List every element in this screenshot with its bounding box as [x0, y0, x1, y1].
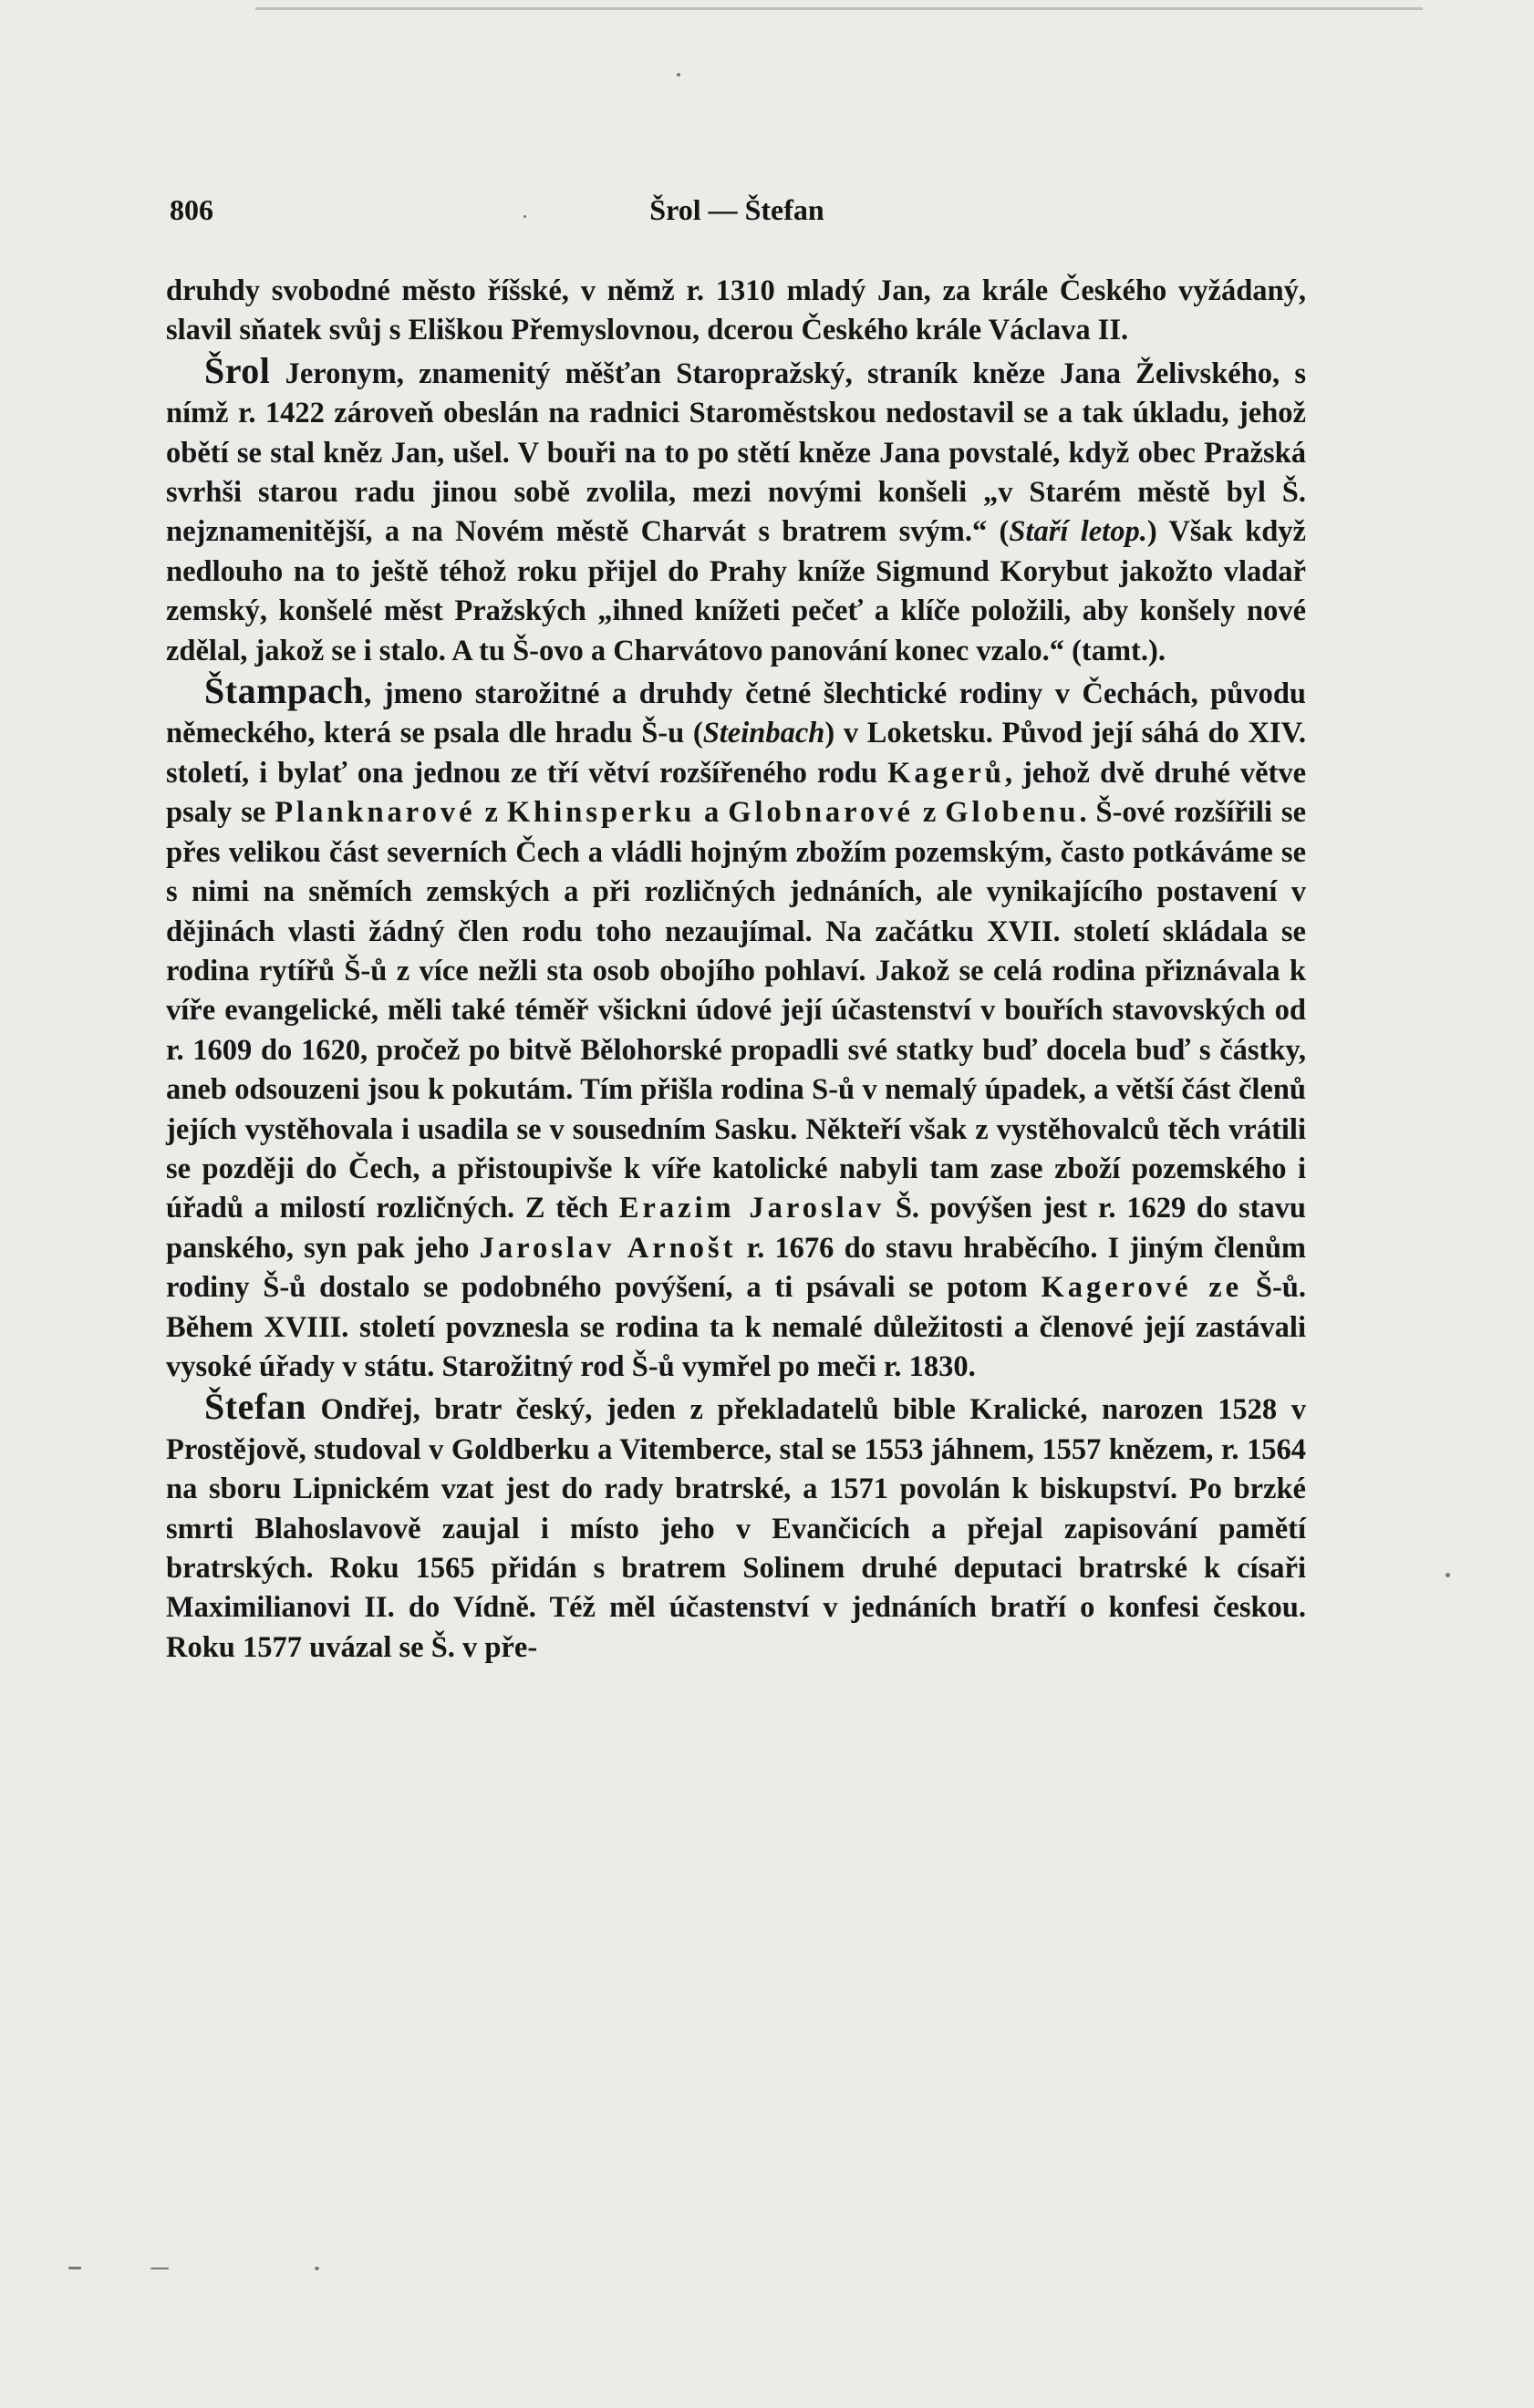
entry-text: , jehož dvě druhé větve psaly se: [166, 756, 1307, 830]
scan-speck: [677, 73, 680, 77]
entry-text: , jmeno starožitné a druhdy četné šlechtické rodiny v Čechách, původu německého, která se psala dle hradu Š-u (: [166, 677, 1306, 750]
entry-stefan: [166, 1387, 1306, 1668]
continuation-paragraph: druhdy svobodné město říšské, v němž r. 1310 mladý Jan, za krále Českého vyžádaný, slavil sňatek svůj s Eliškou Přemyslovnou, dcerou Českého krále Václava II.: [166, 274, 1306, 347]
scan-speck: [1446, 1573, 1450, 1577]
text-column: [166, 272, 1306, 1668]
entry-text: Š-ů. Během XVIII. století povznesla se rodina ta k nemalé důležitosti a členové její zastávali vysoké úřady v státu. Starožitný rod Š-ů vymřel po meči r. 1830.: [166, 1271, 1306, 1383]
page-number: 806: [170, 193, 213, 226]
entry-text: r. 1676 do stavu hraběcího. I jiným členům rodiny Š-ů dostalo se podobného povýšení, a ti psávali se potom: [166, 1231, 1306, 1305]
spaced-name: Globnarové: [728, 796, 914, 830]
page-header: [170, 193, 1304, 233]
spaced-name: Erazim Jaroslav: [618, 1192, 886, 1225]
entry-text: z: [475, 796, 507, 830]
scan-speck: [315, 2267, 319, 2270]
spaced-name: Kagerů: [887, 756, 1005, 790]
entry-text: . Š-ové rozšířili se přes velikou část severních Čech a vládli hojným zbožím pozemským, často potkáváme se s nimi na sněmích zemských a při rozličných jednáních, ale vynikajícího postavení v dějinách vlasti žádný člen rodu toho nezaujímal. Na začátku XVII. století skládala se rodina rytířů Š-ů z více nežli sta osob obojího pohlaví. Jakož se celá rodina přiznávala k víře evangelické, měli také téměř všickni údové její účastenství v bouřích stavovských od r. 1609 do 1620, pročež po bitvě Bělohorské propadli své statky buď docela buď s částky, aneb odsouzeni jsou k pokutám. Tím přišla rodina S-ů v nemalý úpadek, a větší část členů jejích vystěhovala i usadila se v sousedním Sasku. Někteří však z vystěhovalců těch vrátili se později do Čech, a přistoupivše k víře katolické nabyli tam zase zboží pozemského i úřadů a milostí rozličných. Z těch: [166, 796, 1307, 1225]
entry-text: z: [913, 796, 946, 830]
term-italic: Steinbach: [702, 717, 825, 750]
spaced-name: Jaroslav Arnošt: [479, 1231, 737, 1265]
entry-srol: [166, 351, 1306, 671]
scan-edge-mark: [255, 7, 1423, 10]
headword: Štampach: [204, 670, 365, 712]
entry-text: Ondřej, bratr český, jeden z překladatelů bible Kralické, narozen 1528 v Prostějově, studoval v Goldberku a Vitemberce, stal se 1553 jáhnem, 1557 knězem, r. 1564 na sboru Lipnickém vzat jest do rady bratrské, a 1571 povolán k biskupství. Po brzké smrti Blahoslavově zaujal i místo jeho v Evančicích a přejal zapisování pamětí bratrských. Roku 1565 přidán s bratrem Solinem druhé deputaci bratrské k císaři Maximilianovi II. do Vídně. Též měl účastenství v jednáních bratří o konfesi českou. Roku 1577 uvázal se Š. v pře-: [166, 1393, 1306, 1664]
scan-speck: [523, 215, 526, 218]
entry-stampach: [166, 671, 1306, 1387]
spaced-name: Khinsperku: [506, 796, 696, 830]
scan-speck: [68, 2267, 81, 2269]
spaced-name: Globenu: [945, 796, 1080, 830]
entry-text: Jeronym, znamenitý měšťan Staropražský, straník kněze Jana Želivského, s nímž r. 1422 zároveň obeslán na radnici Staroměstskou nedostavil se a tak úkladu, jehož obětí se stal kněz Jan, ušel. V bouři na to po stětí kněze Jana povstalé, když obec Pražská svrhši starou radu jinou sobě zvolila, mezi novými konšeli „v Starém městě byl Š. nejznamenitější, a na Novém městě Charvát s bratrem svým.“ (: [166, 357, 1306, 549]
entry-text: Š. povýšen jest r. 1629 do stavu panského, syn pak jeho: [166, 1192, 1307, 1265]
citation-italic: Staří letop.: [1009, 515, 1147, 549]
scan-speck: [150, 2268, 169, 2269]
headword: Štefan: [204, 1386, 306, 1428]
entry-text: ) Však když nedlouho na to ještě téhož roku přijel do Prahy kníže Sigmund Korybut jakožto vladař zemský, konšelé měst Pražských „ihned knížeti pečeť a klíče položili, aby konšely nové zdělal, jakož se i stalo. A tu Š-ovo a Charvátovo panování konec vzalo.“ (tamt.).: [166, 515, 1306, 667]
entry-text: ) v Loketsku. Původ její sáhá do XIV. století, i bylať ona jednou ze tří větví rozšířeného rodu: [166, 717, 1307, 790]
headword: Šrol: [204, 349, 271, 391]
spaced-name: Kagerové ze: [1041, 1271, 1243, 1305]
running-head: Šrol — Štefan: [649, 193, 824, 226]
entry-text: a: [695, 796, 729, 830]
spaced-name: Planknarové: [275, 796, 476, 830]
